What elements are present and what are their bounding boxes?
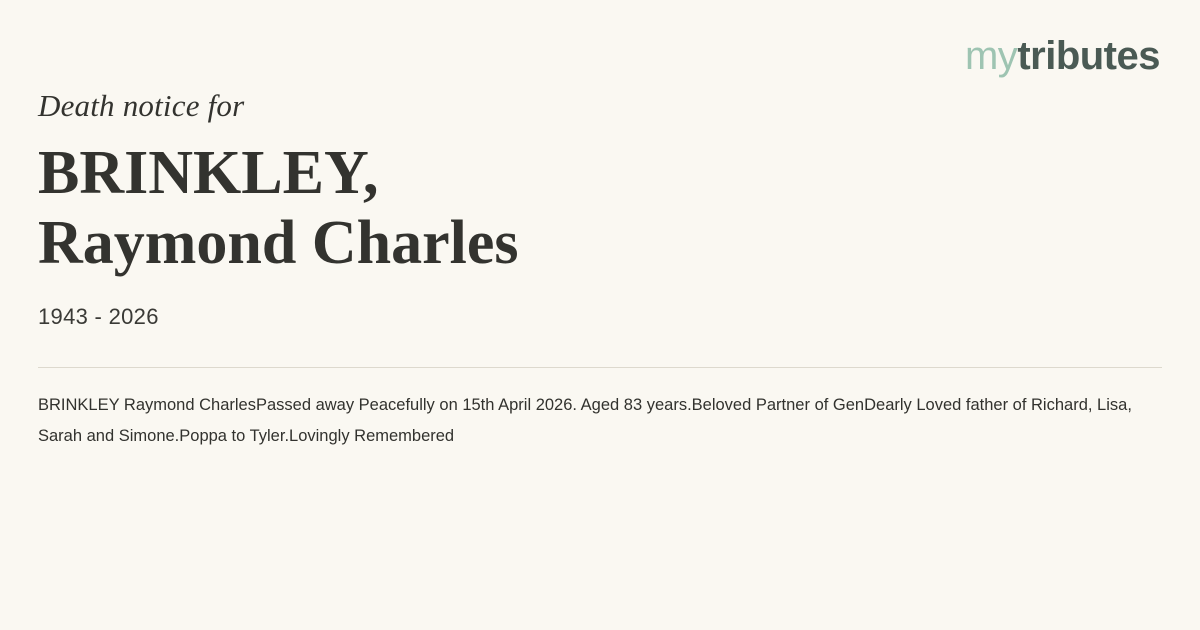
mytributes-logo[interactable]: [965, 36, 1160, 76]
horizontal-divider: [38, 367, 1162, 368]
notice-eyebrow: Death notice for: [38, 88, 245, 123]
page-title: [38, 138, 678, 278]
logo-text-my: my: [964, 34, 1018, 78]
life-dates: 1943 - 2026: [38, 304, 159, 330]
notice-body: [38, 390, 1178, 451]
logo-text-tributes: tributes: [1017, 34, 1160, 78]
title-surname: BRINKLEY,: [38, 139, 379, 207]
notice-header: [38, 88, 1162, 330]
title-given-names: Raymond Charles: [38, 209, 519, 278]
notice-body-text: BRINKLEY Raymond CharlesPassed away Peacefully on 15th April 2026. Aged 83 years.Beloved Partner of GenDearly Loved father of Richard, Lisa, Sarah and Simone.Poppa to Tyler.Lovingly Remembered: [38, 396, 1132, 445]
